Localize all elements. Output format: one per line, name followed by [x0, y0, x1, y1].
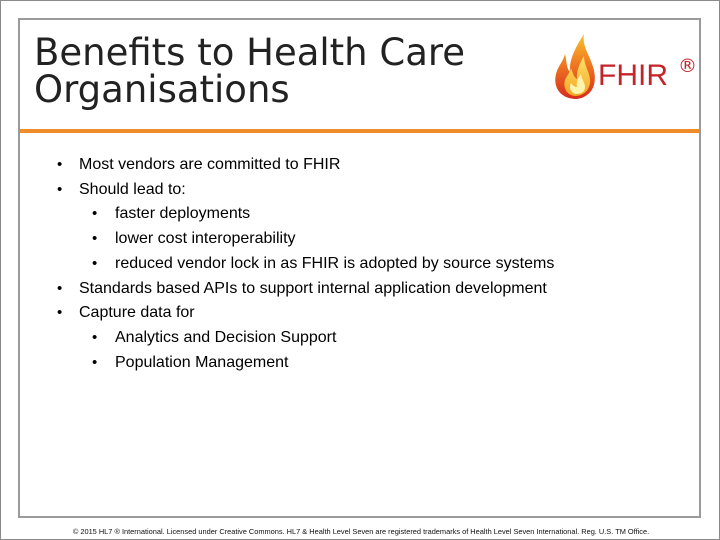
bullet-text: reduced vendor lock in as FHIR is adopted by source systems — [115, 254, 555, 272]
sub-bullet-item — [20, 351, 554, 376]
bullet-marker: • — [57, 304, 63, 322]
content-area — [20, 133, 699, 516]
bullet-item — [20, 301, 554, 326]
bullet-marker: • — [57, 180, 63, 198]
sub-bullet-item — [20, 202, 554, 227]
bullet-text: faster deployments — [115, 205, 251, 223]
bullet-marker: • — [92, 254, 98, 272]
bullet-item — [20, 178, 554, 203]
bullet-marker: • — [92, 205, 98, 223]
sub-bullet-item — [20, 227, 554, 252]
fhir-logo-text: FHIR — [598, 59, 668, 92]
bullet-text: Capture data for — [79, 304, 195, 322]
bullet-text: Population Management — [115, 353, 289, 371]
slide-title: Benefits to Health Care Organisations — [34, 31, 466, 111]
fhir-logo — [553, 30, 703, 110]
bullet-item — [20, 153, 554, 178]
bullet-marker: • — [57, 279, 63, 297]
bullet-marker: • — [92, 353, 98, 371]
bullet-text: lower cost interoperability — [115, 230, 296, 248]
bullet-item — [20, 277, 554, 302]
title-area — [20, 20, 699, 129]
bullet-text: Standards based APIs to support internal application development — [79, 279, 547, 297]
sub-bullet-item — [20, 252, 554, 277]
bullet-marker: • — [92, 230, 98, 248]
bullet-marker: • — [92, 328, 98, 346]
bullet-marker: • — [57, 156, 63, 173]
copyright-footer: © 2015 HL7 ® International. Licensed under Creative Commons. HL7 & Health Level Seven are registered trademarks of Health Level Seven International. Reg. U.S. TM Office. — [72, 527, 650, 536]
bullet-text: Most vendors are committed to FHIR — [79, 156, 341, 173]
sub-bullet-item — [20, 326, 554, 351]
registered-mark: ® — [678, 55, 697, 77]
bullet-list — [20, 153, 554, 375]
bullet-text: Analytics and Decision Support — [115, 328, 337, 346]
bullet-text: Should lead to: — [79, 180, 186, 198]
flame-icon — [553, 32, 597, 100]
